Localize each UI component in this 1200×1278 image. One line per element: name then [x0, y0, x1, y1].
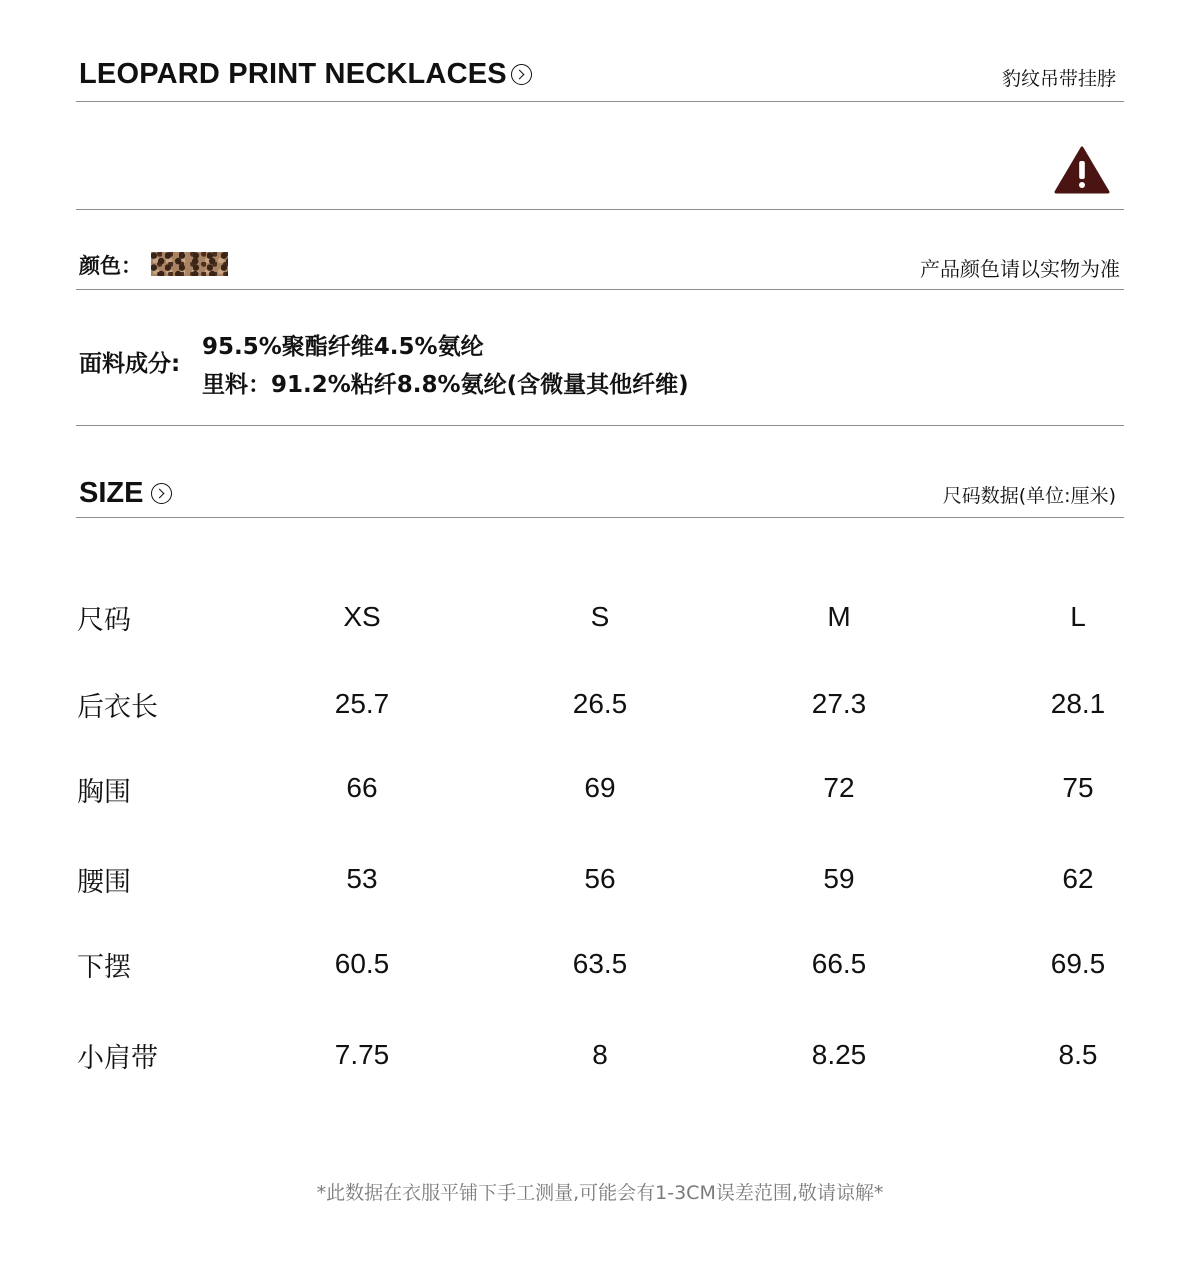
table-cell: 7.75	[334, 1039, 390, 1070]
table-cell: 8.5	[1058, 1039, 1098, 1070]
size-header-s: S	[590, 601, 610, 632]
table-cell: 69	[584, 772, 616, 803]
divider	[76, 289, 1124, 290]
measurement-footnote: *此数据在衣服平铺下手工测量,可能会有1-3CM误差范围,敬请谅解*	[316, 1182, 884, 1204]
row-label: 腰围	[77, 867, 131, 898]
leopard-swatch	[151, 252, 228, 276]
chevron-right-circle-icon	[511, 64, 532, 85]
color-note: 产品颜色请以实物为准	[920, 257, 1120, 281]
divider	[76, 517, 1124, 518]
row-label: 后衣长	[77, 692, 158, 723]
chevron-right-circle-icon	[151, 483, 172, 504]
size-title-text: SIZE	[79, 477, 144, 509]
page-title	[79, 58, 532, 91]
table-cell: 75	[1062, 772, 1094, 803]
color-label: 颜色：	[79, 254, 142, 278]
fabric-composition: 95.5%聚酯纤维4.5%氨纶	[202, 334, 484, 360]
table-cell: 26.5	[572, 688, 628, 719]
size-unit-note: 尺码数据(单位:厘米)	[942, 485, 1116, 507]
size-header-l: L	[1070, 601, 1086, 632]
table-cell: 66.5	[811, 948, 867, 979]
table-cell: 25.7	[334, 688, 390, 719]
size-header-m: M	[827, 601, 851, 632]
table-cell: 60.5	[334, 948, 390, 979]
size-header-label: 尺码	[77, 605, 131, 636]
table-cell: 72	[823, 772, 855, 803]
table-cell: 28.1	[1050, 688, 1106, 719]
fabric-label: 面料成分:	[79, 351, 181, 377]
table-cell: 62	[1062, 863, 1094, 894]
row-label: 小肩带	[77, 1043, 158, 1074]
table-cell: 27.3	[811, 688, 867, 719]
size-header-xs: XS	[343, 601, 381, 632]
warning-icon	[1054, 146, 1110, 194]
table-cell: 66	[346, 772, 378, 803]
table-cell: 56	[584, 863, 616, 894]
table-cell: 63.5	[572, 948, 628, 979]
table-cell: 8.25	[811, 1039, 867, 1070]
row-label: 胸围	[77, 777, 131, 808]
table-cell: 69.5	[1050, 948, 1106, 979]
row-label: 下摆	[77, 952, 131, 983]
divider	[76, 425, 1124, 426]
product-name-cn: 豹纹吊带挂脖	[1001, 68, 1116, 90]
lining-composition: 里料：91.2%粘纤8.8%氨纶(含微量其他纤维)	[202, 372, 689, 398]
table-cell: 53	[346, 863, 378, 894]
table-cell: 59	[823, 863, 855, 894]
table-cell: 8	[592, 1039, 608, 1070]
divider	[76, 101, 1124, 102]
size-section-title	[79, 477, 172, 510]
divider	[76, 209, 1124, 210]
page-title-text: LEOPARD PRINT NECKLACES	[79, 58, 507, 90]
